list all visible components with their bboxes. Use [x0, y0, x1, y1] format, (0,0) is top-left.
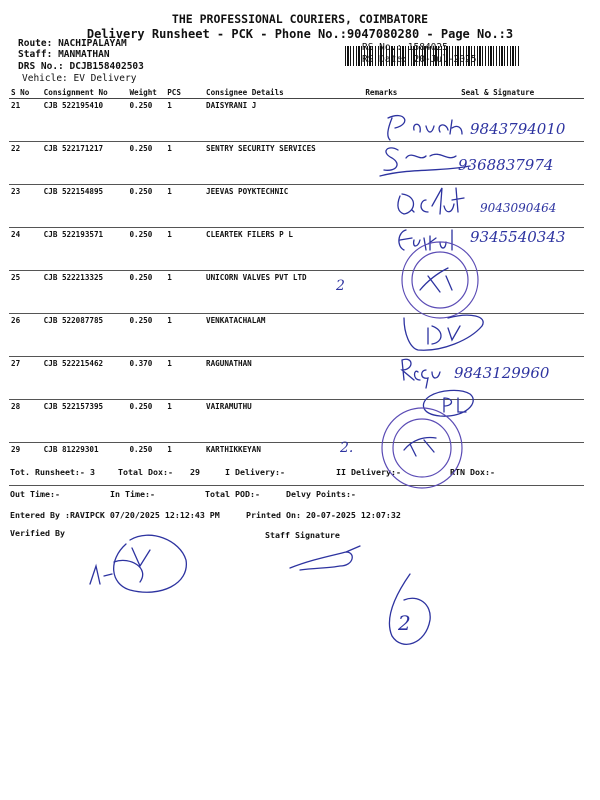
vehicle-label: Vehicle: [22, 73, 68, 84]
row-weight: 0.250 [127, 228, 165, 271]
row-weight: 0.250 [127, 400, 165, 443]
row-pcs: 1 [165, 443, 204, 486]
row-consignee: KARTHIKKEYAN [204, 443, 363, 486]
row-pcs: 1 [165, 228, 204, 271]
signature-row-23 [398, 188, 556, 215]
signature-row-24 [399, 228, 566, 250]
row-pcs: 1 [165, 99, 204, 142]
vehicle-value: EV Delivery [73, 73, 137, 84]
delvy-points-label: Delvy Points:- [286, 489, 356, 499]
row-consignee: VENKATACHALAM [204, 314, 363, 357]
row-pcs: 1 [165, 271, 204, 314]
staff-label: Staff: [18, 49, 53, 60]
col-consignee: Consignee Details [204, 87, 363, 99]
row-consignee: JEEVAS POYKTECHNIC [204, 185, 363, 228]
row-consignee: UNICORN VALVES PVT LTD [204, 271, 363, 314]
row-sno: 24 [9, 228, 42, 271]
col-sno: S No [9, 87, 42, 99]
row-consignment: CJB 522195410 [42, 99, 128, 142]
stamp-row-25 [402, 242, 478, 318]
row-sno: 27 [9, 357, 42, 400]
ii-delivery-label: II Delivery:- [336, 467, 401, 477]
staff-value: MANMATHAN [58, 49, 110, 60]
signature-row-26 [404, 315, 483, 350]
out-time-label: Out Time:- [10, 489, 60, 499]
col-seal-signature: Seal & Signature [411, 87, 584, 99]
phone-row-22: 9368837974 [458, 156, 554, 174]
row-weight: 0.250 [127, 314, 165, 357]
rtn-dox-label: RTN Dox:- [450, 467, 495, 477]
in-time-label: In Time:- [110, 489, 155, 499]
row-consignment: CJB 522087785 [42, 314, 128, 357]
runsheet-title: Delivery Runsheet - PCK - Phone No.:9047080280 - Page No.:3 [86, 27, 514, 41]
phone-row-24: 9345540343 [470, 228, 566, 246]
signature-row-28 [423, 390, 473, 416]
row-consignment: CJB 522213325 [42, 271, 128, 314]
staff-signature-label: Staff Signature [265, 530, 340, 540]
rs-no-value: 1584025 [407, 42, 448, 53]
signature-row-27 [402, 359, 550, 388]
printed-on: Printed On: 20-07-2025 12:07:32 [246, 510, 401, 520]
row-weight: 0.250 [127, 271, 165, 314]
row-consignee: RAGUNATHAN [204, 357, 363, 400]
entered-by: Entered By :RAVIPCK 07/20/2025 12:12:43 PM [10, 510, 220, 520]
circled-number [389, 574, 430, 644]
rs-no-label: RS No.: [362, 42, 403, 53]
route-value: NACHIPALAYAM [58, 38, 127, 49]
staff-signature-mark [290, 546, 360, 570]
row-weight: 0.250 [127, 142, 165, 185]
signature-row-21 [388, 116, 566, 140]
row-weight: 0.250 [127, 443, 165, 486]
row-sno: 28 [9, 400, 42, 443]
rs-date-value: 20-Jul-2025 [413, 54, 477, 65]
drs-value: DCJB158402503 [69, 61, 144, 72]
row-consignment: CJB 522154895 [42, 185, 128, 228]
circled-number-digit: 2 [398, 611, 411, 635]
row-pcs: 1 [165, 185, 204, 228]
col-consignment: Consignment No [42, 87, 128, 99]
row-consignment: CJB 81229301 [42, 443, 128, 486]
row-weight: 0.250 [127, 185, 165, 228]
total-dox-value: 29 [190, 467, 200, 477]
row-weight: 0.370 [127, 357, 165, 400]
remark-row-29: 2. [340, 440, 354, 456]
col-pcs: PCS [165, 87, 204, 99]
stamp-row-29 [382, 408, 462, 488]
remark-row-25: 2 [336, 278, 345, 294]
row-consignment: CJB 522193571 [42, 228, 128, 271]
row-sno: 26 [9, 314, 42, 357]
row-pcs: 1 [165, 400, 204, 443]
phone-row-23: 9043090464 [480, 201, 557, 215]
tot-runsheet-label: Tot. Runsheet:- [10, 467, 85, 477]
signature-row-22 [380, 148, 553, 176]
row-pcs: 1 [165, 314, 204, 357]
col-remarks: Remarks [363, 87, 411, 99]
tot-runsheet-value: 3 [89, 467, 95, 477]
rs-date-label: RS Date: [362, 54, 408, 65]
row-consignee: DAISYRANI J [204, 99, 363, 142]
row-consignee: VAIRAMUTHU [204, 400, 363, 443]
phone-row-27: 9843129960 [454, 364, 550, 382]
row-consignment: CJB 522171217 [42, 142, 128, 185]
route-label: Route: [18, 38, 53, 49]
verified-by-signature [90, 535, 186, 592]
row-consignee: SENTRY SECURITY SERVICES [204, 142, 363, 185]
row-consignment: CJB 522157395 [42, 400, 128, 443]
total-dox-label: Total Dox:- [118, 467, 173, 477]
total-pod-label: Total POD:- [205, 489, 260, 499]
row-consignee: CLEARTEK FILERS P L [204, 228, 363, 271]
row-sno: 21 [9, 99, 42, 142]
row-sno: 25 [9, 271, 42, 314]
col-weight: Weight [127, 87, 165, 99]
row-sno: 23 [9, 185, 42, 228]
i-delivery-label: I Delivery:- [225, 467, 285, 477]
drs-label: DRS No.: [18, 61, 64, 72]
company-title: THE PROFESSIONAL COURIERS, COIMBATORE [171, 12, 429, 26]
row-pcs: 1 [165, 357, 204, 400]
row-weight: 0.250 [127, 99, 165, 142]
phone-row-21: 9843794010 [470, 120, 566, 138]
row-sno: 29 [9, 443, 42, 486]
row-sno: 22 [9, 142, 42, 185]
row-pcs: 1 [165, 142, 204, 185]
row-consignment: CJB 522215462 [42, 357, 128, 400]
verified-by: Verified By [10, 528, 65, 538]
